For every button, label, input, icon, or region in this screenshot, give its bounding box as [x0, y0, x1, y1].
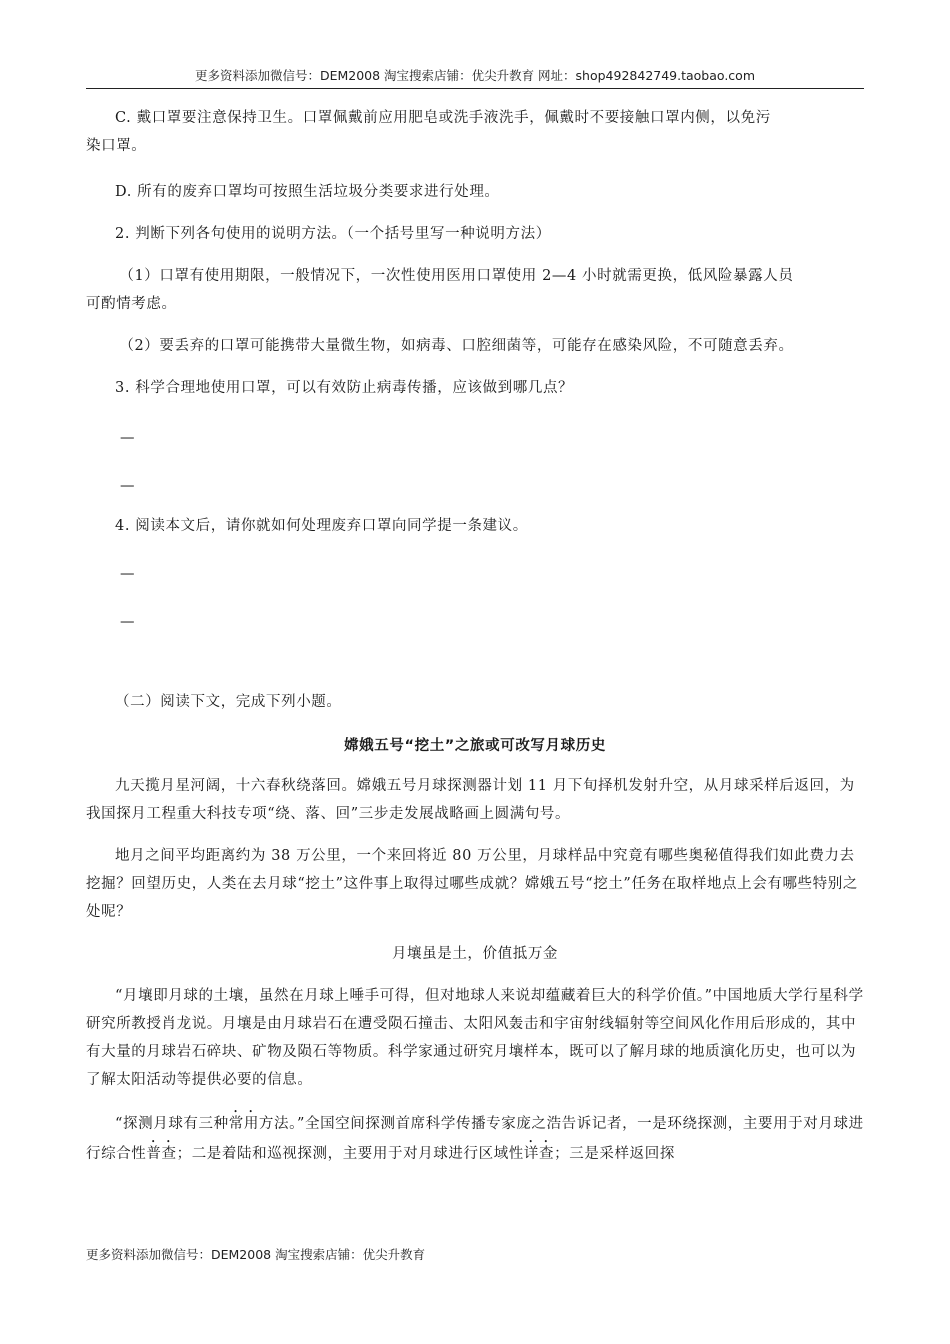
- article-title: 嫦娥五号“挖土”之旅或可改写月球历史: [344, 738, 606, 754]
- question-2-item-1-line2: 可酌情考虑。: [86, 296, 177, 312]
- option-c-line1: C. 戴口罩要注意保持卫生。口罩佩戴前应用肥皂或洗手液洗手，佩戴时不要接触口罩内侧，以免污: [115, 110, 771, 126]
- document-body: [86, 104, 864, 1168]
- option-d: D. 所有的废弃口罩均可按照生活垃圾分类要求进行处理。: [115, 184, 500, 200]
- text-run: “探测月球有三种: [115, 1116, 229, 1132]
- option-c-line2: 染口罩。: [86, 138, 147, 154]
- question-2-item-2: （2）要丢弃的口罩可能携带大量微生物，如病毒、口腔细菌等，可能存在感染风险，不可随意丢弃。: [119, 338, 794, 354]
- question-4: 4. 阅读本文后，请你就如何处理废弃口罩向同学提一条建议。: [115, 518, 528, 534]
- answer-blank: —: [120, 614, 136, 630]
- paragraph: “月壤即月球的土壤，虽然在月球上唾手可得，但对地球人来说却蕴藏着巨大的科学价值。”中国地质大学行星科学研究所教授肖龙说。月壤是由月球岩石在遭受陨石撞击、太阳风轰击和宇宙射线辐射等空间风化作用后形成的，其中有大量的月球岩石碎块、矿物及陨石等物质。科学家通过研究月壤样本，既可以了解月球的地质演化历史，也可以为了解太阳活动等提供必要的信息。: [86, 988, 864, 1088]
- text-run: ；二是着陆和巡视探测，主要用于对月球进行区域性: [176, 1146, 524, 1162]
- paragraph: 九天揽月星河阔，十六春秋绕落回。嫦娥五号月球探测器计划 11 月下旬择机发射升空，从月球采样后返回，为我国探月工程重大科技专项“绕、落、回”三步走发展战略画上圆满句号。: [86, 778, 855, 822]
- article-subtitle: 月壤虽是土，价值抵万金: [391, 946, 559, 962]
- page-header: 更多资料添加微信号：DEM2008 淘宝搜索店铺：优尖升教育 网址：shop492842749.taobao.com: [194, 68, 756, 83]
- emphasis-dotted-text: 普查: [146, 1146, 177, 1162]
- paragraph: 地月之间平均距离约为 38 万公里，一个来回将近 80 万公里，月球样品中究竟有哪些奥秘值得我们如此费力去挖掘？回望历史，人类在去月球“挖土”这件事上取得过哪些成就？嫦娥五号“挖土”任务在取样地点上会有哪些特别之处呢？: [86, 848, 858, 920]
- page-footer: 更多资料添加微信号：DEM2008 淘宝搜索店铺：优尖升教育: [86, 1247, 426, 1262]
- answer-blank: —: [120, 478, 136, 494]
- answer-blank: —: [120, 566, 136, 582]
- text-run: 方法。”全国空间探测首席科学传播专家庞之浩告诉记者，一是环绕探测，主要用于对月球进行综合性: [86, 1116, 864, 1162]
- answer-blank: —: [120, 430, 136, 446]
- text-run: ；三是采样返回探: [554, 1146, 675, 1162]
- question-2-item-1-line1: （1）口罩有使用期限，一般情况下，一次性使用医用口罩使用 2—4 小时就需更换，低风险暴露人员: [119, 268, 794, 284]
- emphasis-dotted-text: 常用: [228, 1116, 259, 1132]
- paragraph-emphasis: [86, 1108, 864, 1168]
- question-3: 3. 科学合理地使用口罩，可以有效防止病毒传播，应该做到哪几点？: [115, 380, 574, 396]
- question-2: 2. 判断下列各句使用的说明方法。（一个括号里写一种说明方法）: [115, 226, 551, 242]
- section-heading: （二）阅读下文，完成下列小题。: [115, 694, 342, 710]
- emphasis-dotted-text: 详查: [523, 1146, 555, 1162]
- header-divider: [86, 88, 864, 89]
